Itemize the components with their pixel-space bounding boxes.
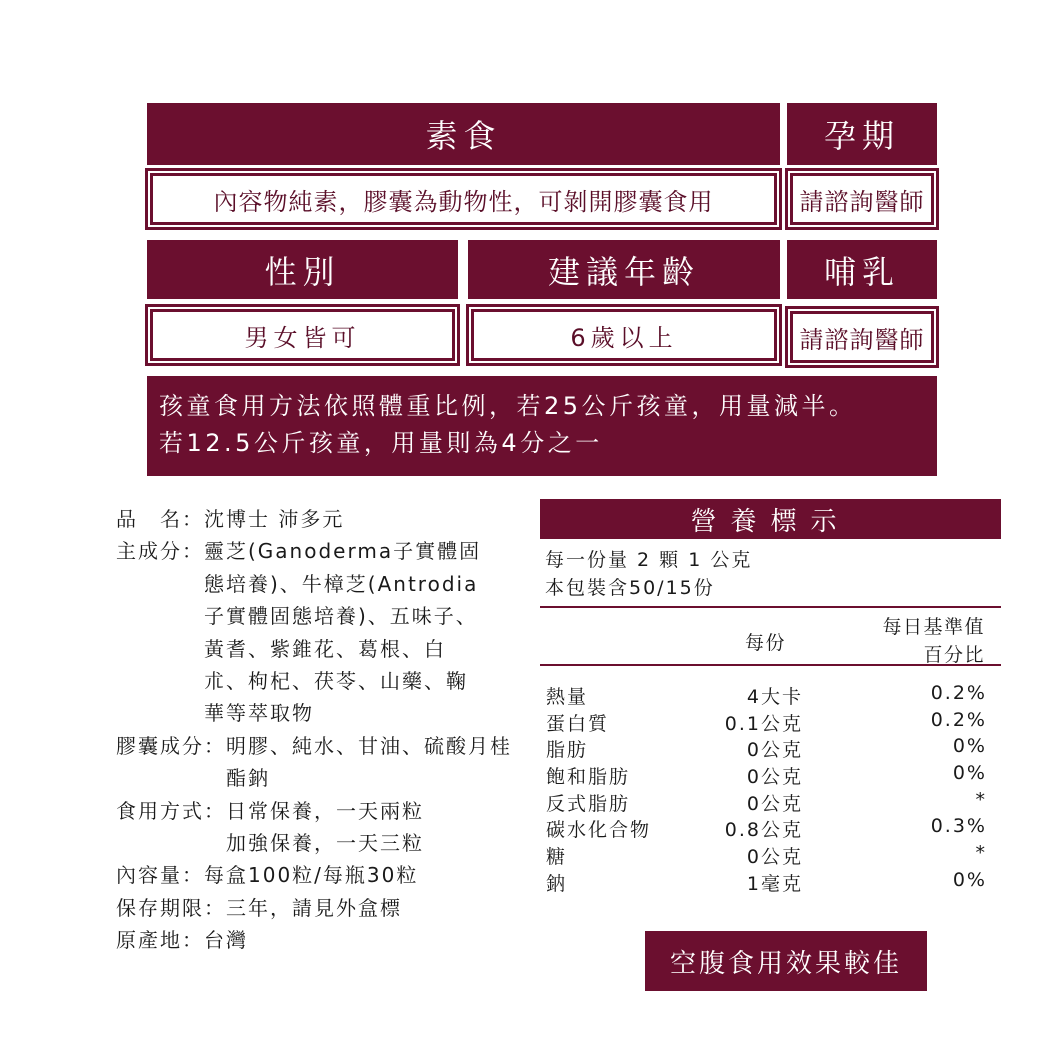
child-dosage-note	[147, 376, 937, 476]
nutrition-row	[540, 735, 1001, 762]
nutrient-name: 脂肪	[546, 739, 589, 762]
shelf-life-label: 保存期限：	[116, 895, 226, 920]
origin-value: 台灣	[204, 928, 248, 953]
ingredients-row	[116, 535, 516, 729]
nutrition-row	[540, 842, 1001, 869]
nutrient-amount: 0公克	[746, 792, 803, 815]
nutrient-amount: 0.8公克	[724, 819, 803, 842]
servings-per-pack: 本包裝含50/15份	[545, 577, 715, 599]
nutrient-daily-value: 0%	[952, 868, 987, 891]
nutrient-amount: 1毫克	[746, 872, 803, 895]
nutrient-amount: 0公克	[746, 846, 803, 869]
lactation-value: 請諮詢醫師	[790, 311, 934, 363]
gender-header: 性別	[147, 240, 458, 299]
nutrition-row	[540, 869, 1001, 896]
nutrition-row	[540, 762, 1001, 789]
nutrient-name: 蛋白質	[546, 712, 610, 735]
nutrient-daily-value: 0%	[952, 762, 987, 785]
vegetarian-value: 內容物純素，膠囊為動物性，可剝開膠囊食用	[150, 173, 777, 225]
nutrient-amount: 0公克	[746, 766, 803, 789]
nutrition-column-header	[540, 608, 1001, 664]
shelf-life-row	[116, 892, 516, 924]
daily-value-header-line-2: 百分比	[923, 644, 985, 666]
product-name-value: 沈博士 沛多元	[204, 507, 345, 531]
lactation-header: 哺乳	[787, 240, 937, 299]
nutrient-daily-value: 0.2%	[930, 682, 987, 704]
gender-value: 男女皆可	[150, 309, 455, 361]
capsule-label: 膠囊成分：	[116, 733, 226, 758]
pregnancy-value: 請諮詢醫師	[790, 173, 934, 225]
usage-value	[226, 795, 424, 860]
serving-info	[545, 546, 752, 602]
pregnancy-header: 孕期	[787, 103, 937, 165]
usage-row	[116, 795, 516, 860]
usage-line-2: 加強保養，一天三粒	[226, 831, 424, 856]
nutrition-title: 營養標示	[540, 499, 1001, 539]
child-note-line-1: 孩童食用方法依照體重比例，若25公斤孩童，用量減半。	[159, 392, 857, 420]
age-header: 建議年齡	[468, 240, 780, 299]
nutrient-daily-value: *	[975, 842, 987, 865]
nutrient-name: 鈉	[546, 872, 568, 895]
age-value: 6歲以上	[471, 309, 777, 361]
nutrient-daily-value: 0%	[952, 735, 987, 758]
nutrition-rows	[540, 666, 1001, 896]
nutrient-amount: 0.1公克	[724, 712, 803, 735]
usage-label: 食用方式：	[116, 798, 226, 823]
content-label: 內容量：	[116, 863, 204, 888]
nutrient-name: 熱量	[546, 686, 589, 708]
product-name-row	[116, 503, 516, 535]
vegetarian-header: 素食	[147, 103, 780, 165]
daily-value-header-line-1: 每日基準值	[882, 616, 985, 638]
capsule-row	[116, 730, 516, 795]
nutrient-daily-value: 0.3%	[930, 815, 987, 838]
empty-stomach-tip: 空腹食用效果較佳	[645, 931, 927, 991]
nutrition-row	[540, 789, 1001, 816]
origin-label: 原產地：	[116, 928, 204, 953]
serving-size: 每一份量 2 顆 1 公克	[545, 549, 753, 571]
per-serving-header: 每份	[745, 632, 787, 654]
nutrient-daily-value: 0.2%	[930, 708, 987, 731]
nutrition-row	[540, 682, 1001, 709]
content-value: 每盒100粒/每瓶30粒	[204, 863, 419, 888]
nutrient-amount: 4大卡	[746, 686, 803, 708]
usage-line-1: 日常保養，一天兩粒	[226, 798, 424, 823]
ingredients-value: 靈芝(Ganoderma子實體固態培養)、牛樟芝(Antrodia子實體固態培養)、五味子、黃耆、紫錐花、葛根、白朮、枸杞、茯苓、山藥、鞠華等萃取物	[204, 539, 482, 726]
nutrient-name: 飽和脂肪	[546, 766, 631, 789]
product-name-label: 品 名：	[116, 507, 204, 531]
child-note-line-2: 若12.5公斤孩童，用量則為4分之一	[159, 429, 603, 457]
content-row	[116, 859, 516, 891]
nutrient-name: 糖	[546, 846, 568, 869]
origin-row	[116, 924, 516, 956]
ingredients-label: 主成分：	[116, 539, 204, 564]
nutrient-amount: 0公克	[746, 739, 803, 762]
nutrient-name: 碳水化合物	[546, 819, 652, 842]
product-info	[116, 503, 516, 957]
shelf-life-value: 三年，請見外盒標	[226, 895, 402, 920]
nutrition-table	[540, 606, 1001, 896]
capsule-value: 明膠、純水、甘油、硫酸月桂酯鈉	[226, 733, 512, 791]
nutrition-row	[540, 709, 1001, 736]
nutrient-name: 反式脂肪	[546, 792, 631, 815]
nutrient-daily-value: *	[975, 788, 987, 811]
nutrition-row	[540, 815, 1001, 842]
